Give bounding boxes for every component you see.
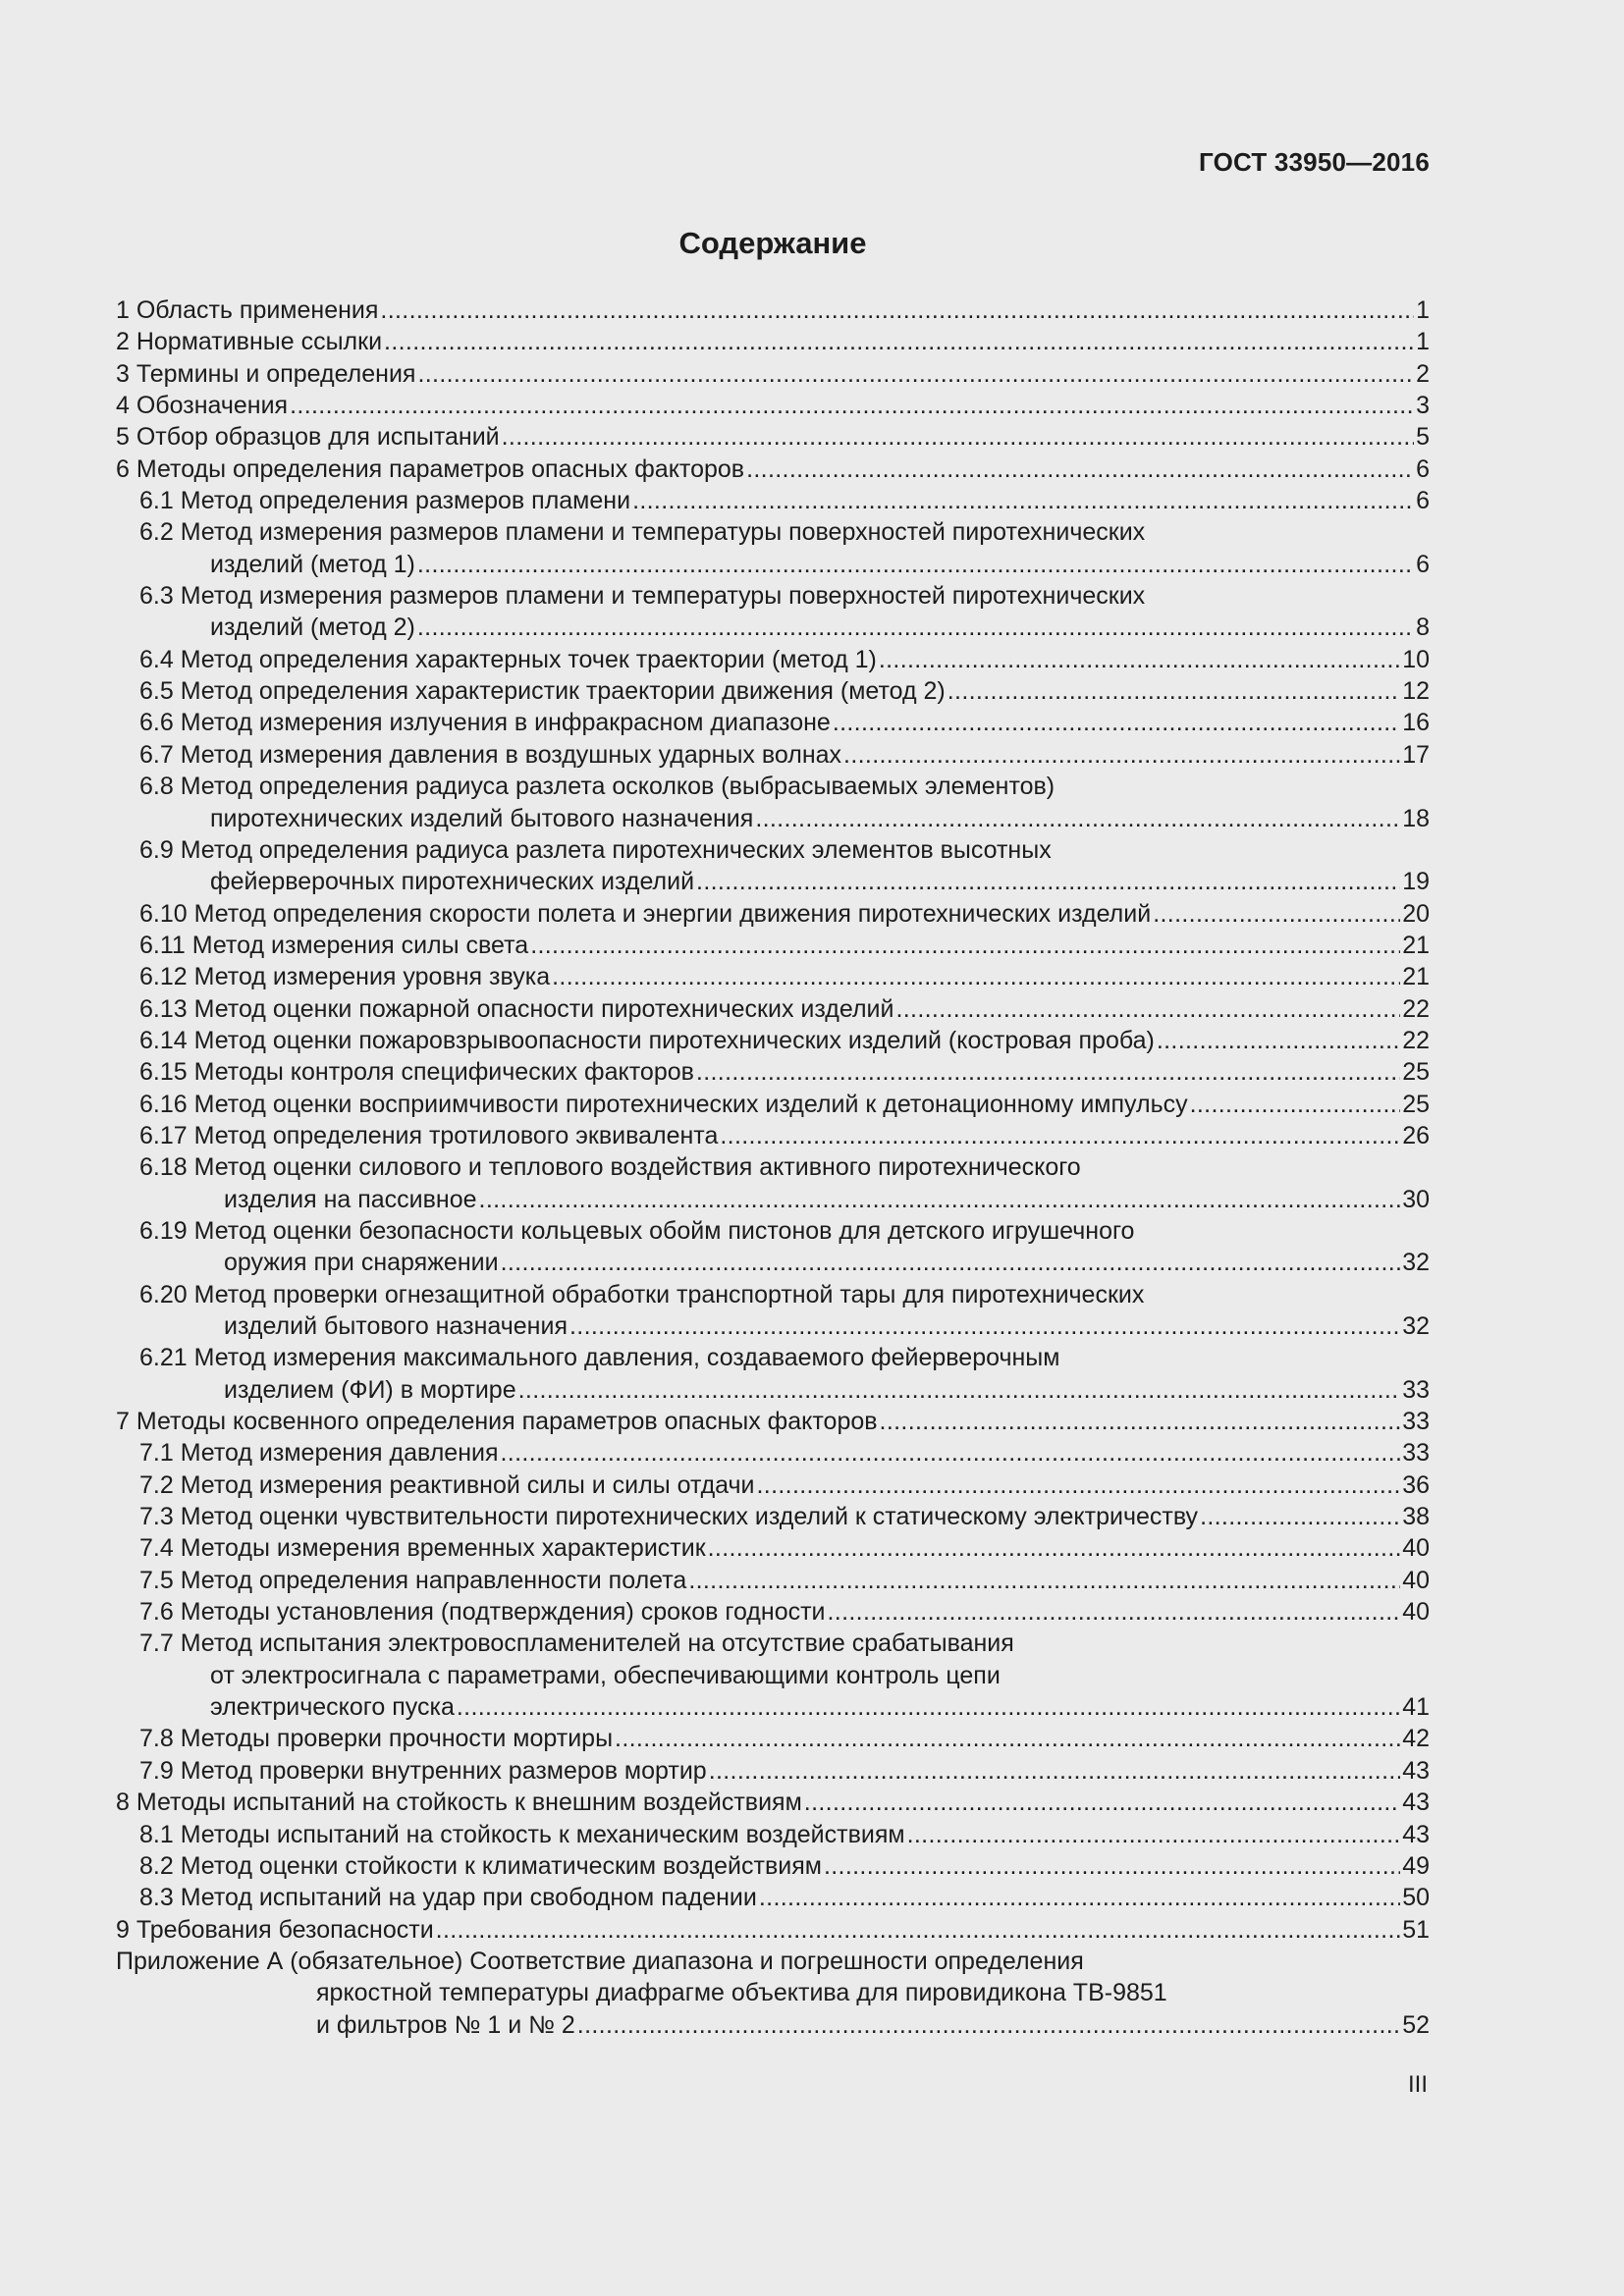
toc-entry[interactable] (116, 739, 1430, 771)
toc-leader-dots (1200, 1501, 1400, 1532)
toc-entry-title: изделий (метод 2) (210, 614, 415, 642)
toc-entry[interactable] (116, 644, 1430, 675)
toc-page-number: 16 (1402, 709, 1430, 737)
toc-page-number: 5 (1416, 423, 1430, 452)
toc-entry-title: 9 Требования безопасности (116, 1915, 434, 1944)
toc-entry[interactable] (116, 993, 1430, 1025)
toc-leader-dots (947, 675, 1400, 707)
toc-leader-dots (502, 421, 1414, 453)
toc-leader-dots (804, 1787, 1400, 1818)
toc-page-number: 22 (1402, 994, 1430, 1023)
toc-page-number: 40 (1402, 1566, 1430, 1594)
toc-page-number: 6 (1416, 550, 1430, 578)
toc-entry-title: 4 Обозначения (116, 392, 289, 420)
toc-leader-dots (688, 1565, 1400, 1596)
toc-entry-title: 7.9 Метод проверки внутренних размеров мортир (139, 1756, 707, 1785)
toc-entry-title: 6.5 Метод определения характеристик траектории движения (метод 2) (139, 677, 946, 706)
toc-entry[interactable] (116, 390, 1430, 421)
toc-entry-title: 7.1 Метод измерения давления (139, 1439, 499, 1468)
toc-entry[interactable] (116, 1342, 1430, 1406)
toc-leader-dots (757, 1469, 1401, 1501)
toc-entry[interactable] (116, 1628, 1430, 1723)
page-title: Содержание (678, 226, 867, 260)
toc-leader-dots (755, 803, 1400, 834)
toc-page-number: 21 (1402, 931, 1430, 959)
toc-leader-dots (530, 930, 1400, 961)
toc-entry-title: 2 Нормативные ссылки (116, 328, 383, 356)
toc-entry-title: 8 Методы испытаний на стойкость к внешним воздействиям (116, 1789, 802, 1817)
toc-page-number: 17 (1402, 740, 1430, 769)
toc-entry[interactable] (116, 1565, 1430, 1596)
toc-entry[interactable] (116, 1501, 1430, 1532)
toc-page-number: 6 (1416, 487, 1430, 515)
toc-entry-title: 6.15 Методы контроля специфических факторов (139, 1058, 694, 1087)
toc-entry-title: 1 Область применения (116, 296, 379, 324)
toc-entry-title: 6.13 Метод оценки пожарной опасности пиротехнических изделий (139, 994, 894, 1023)
toc-entry-title: 6.10 Метод определения скорости полета и энергии движения пиротехнических изделий (139, 899, 1152, 928)
toc-leader-dots (632, 485, 1414, 516)
toc-entry-title: 6.19 Метод оценки безопасности кольцевых обойм пистонов для детского игрушечного (139, 1216, 1135, 1245)
toc-leader-dots (1157, 1025, 1400, 1056)
toc-entry[interactable] (116, 516, 1430, 580)
toc-entry-title: 7.4 Методы измерения временных характеристик (139, 1534, 706, 1563)
toc-entry-title: 6.8 Метод определения радиуса разлета осколков (выбрасываемых элементов) (139, 773, 1056, 801)
toc-leader-dots (501, 1437, 1401, 1468)
toc-page-number: 41 (1402, 1693, 1430, 1722)
toc-entry-title: Приложение А (обязательное) Соответствие диапазона и погрешности определения (116, 1947, 1084, 1975)
toc-entry-title: 8.1 Методы испытаний на стойкость к механическим воздействиям (139, 1820, 905, 1848)
toc-leader-dots (746, 454, 1414, 485)
toc-page-number: 8 (1416, 614, 1430, 642)
toc-entry[interactable] (116, 580, 1430, 644)
toc-entry-title: изделием (ФИ) в мортире (224, 1375, 516, 1404)
toc-leader-dots (417, 549, 1414, 580)
toc-page-number: 43 (1402, 1756, 1430, 1785)
toc-leader-dots (709, 1755, 1401, 1787)
toc-entry[interactable] (116, 1056, 1430, 1088)
toc-leader-dots (880, 1406, 1401, 1437)
toc-page-number: 50 (1402, 1884, 1430, 1912)
toc-leader-dots (696, 866, 1400, 897)
toc-entry[interactable] (116, 961, 1430, 992)
toc-leader-dots (436, 1914, 1401, 1946)
toc-leader-dots (907, 1819, 1401, 1850)
toc-entry-title: 8.3 Метод испытаний на удар при свободном падении (139, 1884, 757, 1912)
toc-entry[interactable] (116, 1596, 1430, 1628)
toc-page-number: 10 (1402, 645, 1430, 673)
toc-entry-title: изделий (метод 1) (210, 550, 415, 578)
toc-entry-title: 5 Отбор образцов для испытаний (116, 423, 500, 452)
toc-page-number: 43 (1402, 1789, 1430, 1817)
toc-entry-title: оружия при снаряжении (224, 1249, 499, 1277)
toc-entry-title: изделия на пассивное (224, 1185, 477, 1213)
toc-leader-dots (895, 993, 1400, 1025)
toc-leader-dots (615, 1723, 1400, 1754)
toc-entry[interactable] (116, 358, 1430, 390)
toc-entry-title: 3 Термины и определения (116, 359, 416, 388)
toc-entry-title: электрического пуска (210, 1693, 455, 1722)
toc-leader-dots (479, 1184, 1401, 1215)
toc-entry-title: 6.9 Метод определения радиуса разлета пиротехнических элементов высотных (139, 835, 1052, 864)
toc-entry[interactable] (116, 485, 1430, 516)
toc-entry-title: 7.7 Метод испытания электровоспламенителей на отсутствие срабатывания (139, 1629, 1014, 1658)
toc-leader-dots (759, 1882, 1400, 1913)
toc-entry-title: 6.7 Метод измерения давления в воздушных ударных волнах (139, 740, 842, 769)
toc-leader-dots (824, 1850, 1400, 1882)
toc-entry-title: 6.21 Метод измерения максимального давления, создаваемого фейерверочным (139, 1344, 1060, 1372)
toc-entry-title: 8.2 Метод оценки стойкости к климатическим воздействиям (139, 1851, 822, 1880)
toc-page-number: 33 (1402, 1408, 1430, 1436)
toc-leader-dots (1153, 898, 1400, 930)
toc-entry-title: 6.1 Метод определения размеров пламени (139, 487, 631, 515)
toc-page-number: 3 (1416, 392, 1430, 420)
toc-leader-dots (384, 326, 1414, 357)
toc-entry[interactable] (116, 421, 1430, 453)
toc-leader-dots (577, 2009, 1400, 2041)
toc-leader-dots (879, 644, 1400, 675)
toc-entry[interactable] (116, 771, 1430, 834)
toc-leader-dots (828, 1596, 1401, 1628)
toc-leader-dots (290, 390, 1414, 421)
toc-page-number: 19 (1402, 868, 1430, 896)
toc-entry-title: 6.4 Метод определения характерных точек траектории (метод 1) (139, 645, 877, 673)
toc-entry[interactable] (116, 1089, 1430, 1120)
toc-entry-title: 6.11 Метод измерения силы света (139, 931, 529, 959)
toc-entry[interactable] (116, 1755, 1430, 1787)
toc-entry-title: яркостной температуры диафрагме объектива для пировидикона ТВ-9851 (316, 1979, 1167, 2007)
toc-leader-dots (380, 294, 1414, 326)
toc-entry-title: 6.12 Метод измерения уровня звука (139, 963, 551, 991)
toc-entry-title: 7.2 Метод измерения реактивной силы и силы отдачи (139, 1470, 755, 1499)
toc-page-number: 38 (1402, 1503, 1430, 1531)
toc-entry-title: 6.18 Метод оценки силового и теплового воздействия активного пиротехнического (139, 1153, 1081, 1182)
toc-entry[interactable] (116, 1882, 1430, 1913)
toc-page-number: 52 (1402, 2010, 1430, 2039)
toc-entry-title: 7 Методы косвенного определения параметров опасных факторов (116, 1408, 878, 1436)
toc-page-number: 30 (1402, 1185, 1430, 1213)
toc-page-number: 32 (1402, 1312, 1430, 1340)
toc-entry[interactable] (116, 898, 1430, 930)
toc-page-number: 40 (1402, 1598, 1430, 1627)
toc-page-number: 2 (1416, 359, 1430, 388)
toc-leader-dots (417, 612, 1414, 643)
toc-entry[interactable] (116, 294, 1430, 326)
toc-leader-dots (708, 1532, 1401, 1564)
toc-entry-title: 6 Методы определения параметров опасных факторов (116, 454, 745, 483)
toc-entry-title: 6.17 Метод определения тротилового эквивалента (139, 1121, 719, 1149)
toc-page-number: 33 (1402, 1439, 1430, 1468)
toc-entry-title: 6.3 Метод измерения размеров пламени и температуры поверхностей пиротехнических (139, 582, 1146, 611)
toc-page-number: 32 (1402, 1249, 1430, 1277)
toc-page-number: 12 (1402, 677, 1430, 706)
toc-page-number: 42 (1402, 1725, 1430, 1753)
toc-leader-dots (833, 707, 1400, 738)
page-header: ГОСТ 33950—2016 (1199, 147, 1430, 177)
toc-entry[interactable] (116, 1532, 1430, 1564)
toc-entry[interactable] (116, 1819, 1430, 1850)
toc-leader-dots (501, 1247, 1401, 1278)
toc-entry-title: 6.2 Метод измерения размеров пламени и температуры поверхностей пиротехнических (139, 518, 1146, 547)
toc-leader-dots (569, 1310, 1400, 1342)
toc-entry[interactable] (116, 1215, 1430, 1279)
toc-entry-title: 7.5 Метод определения направленности полета (139, 1566, 687, 1594)
toc-entry-title: 6.6 Метод измерения излучения в инфракрасном диапазоне (139, 709, 831, 737)
page-number: III (1407, 2071, 1428, 2098)
table-of-contents (116, 294, 1430, 2041)
toc-entry[interactable] (116, 1850, 1430, 1882)
toc-leader-dots (720, 1120, 1400, 1151)
toc-entry[interactable] (116, 454, 1430, 485)
toc-entry-title: 7.8 Методы проверки прочности мортиры (139, 1725, 614, 1753)
toc-page-number: 6 (1416, 454, 1430, 483)
toc-page-number: 36 (1402, 1470, 1430, 1499)
toc-page-number: 49 (1402, 1851, 1430, 1880)
toc-entry[interactable] (116, 1279, 1430, 1343)
toc-page-number: 51 (1402, 1915, 1430, 1944)
toc-page-number: 43 (1402, 1820, 1430, 1848)
toc-page-number: 25 (1402, 1058, 1430, 1087)
toc-leader-dots (518, 1374, 1401, 1406)
toc-page-number: 1 (1416, 328, 1430, 356)
toc-entry[interactable] (116, 1723, 1430, 1754)
toc-entry-title: 7.6 Методы установления (подтверждения) сроков годности (139, 1598, 826, 1627)
toc-entry-title: 6.14 Метод оценки пожаровзрывоопасности пиротехнических изделий (костровая проба) (139, 1026, 1155, 1054)
toc-page-number: 33 (1402, 1375, 1430, 1404)
toc-entry[interactable] (116, 1151, 1430, 1215)
toc-entry-title: изделий бытового назначения (224, 1312, 568, 1340)
toc-entry-title: фейерверочных пиротехнических изделий (210, 868, 695, 896)
toc-entry-title: 6.16 Метод оценки восприимчивости пиротехнических изделий к детонационному импульсу (139, 1090, 1188, 1118)
toc-leader-dots (696, 1056, 1400, 1088)
toc-page-number: 25 (1402, 1090, 1430, 1118)
toc-entry[interactable] (116, 930, 1430, 961)
toc-entry[interactable] (116, 1787, 1430, 1818)
toc-entry[interactable] (116, 675, 1430, 707)
toc-entry[interactable] (116, 1437, 1430, 1468)
toc-entry[interactable] (116, 1946, 1430, 2041)
toc-page-number: 40 (1402, 1534, 1430, 1563)
toc-page-number: 1 (1416, 296, 1430, 324)
toc-leader-dots (1190, 1089, 1401, 1120)
toc-entry[interactable] (116, 834, 1430, 898)
toc-entry[interactable] (116, 326, 1430, 357)
toc-entry[interactable] (116, 1914, 1430, 1946)
toc-leader-dots (457, 1691, 1400, 1723)
toc-entry[interactable] (116, 1406, 1430, 1437)
toc-entry-title: пиротехнических изделий бытового назначения (210, 804, 754, 832)
toc-entry-title: и фильтров № 1 и № 2 (316, 2010, 575, 2039)
toc-page-number: 18 (1402, 804, 1430, 832)
toc-entry[interactable] (116, 707, 1430, 738)
toc-leader-dots (417, 358, 1414, 390)
toc-entry[interactable] (116, 1469, 1430, 1501)
toc-leader-dots (843, 739, 1400, 771)
toc-entry[interactable] (116, 1120, 1430, 1151)
toc-page-number: 22 (1402, 1026, 1430, 1054)
toc-entry[interactable] (116, 1025, 1430, 1056)
toc-page-number: 20 (1402, 899, 1430, 928)
toc-entry-title: от электросигнала с параметрами, обеспечивающими контроль цепи (210, 1661, 1001, 1689)
toc-page-number: 21 (1402, 963, 1430, 991)
toc-leader-dots (552, 961, 1400, 992)
toc-entry-title: 6.20 Метод проверки огнезащитной обработки транспортной тары для пиротехнических (139, 1280, 1145, 1308)
toc-entry-title: 7.3 Метод оценки чувствительности пиротехнических изделий к статическому электричеству (139, 1503, 1199, 1531)
toc-page-number: 26 (1402, 1121, 1430, 1149)
